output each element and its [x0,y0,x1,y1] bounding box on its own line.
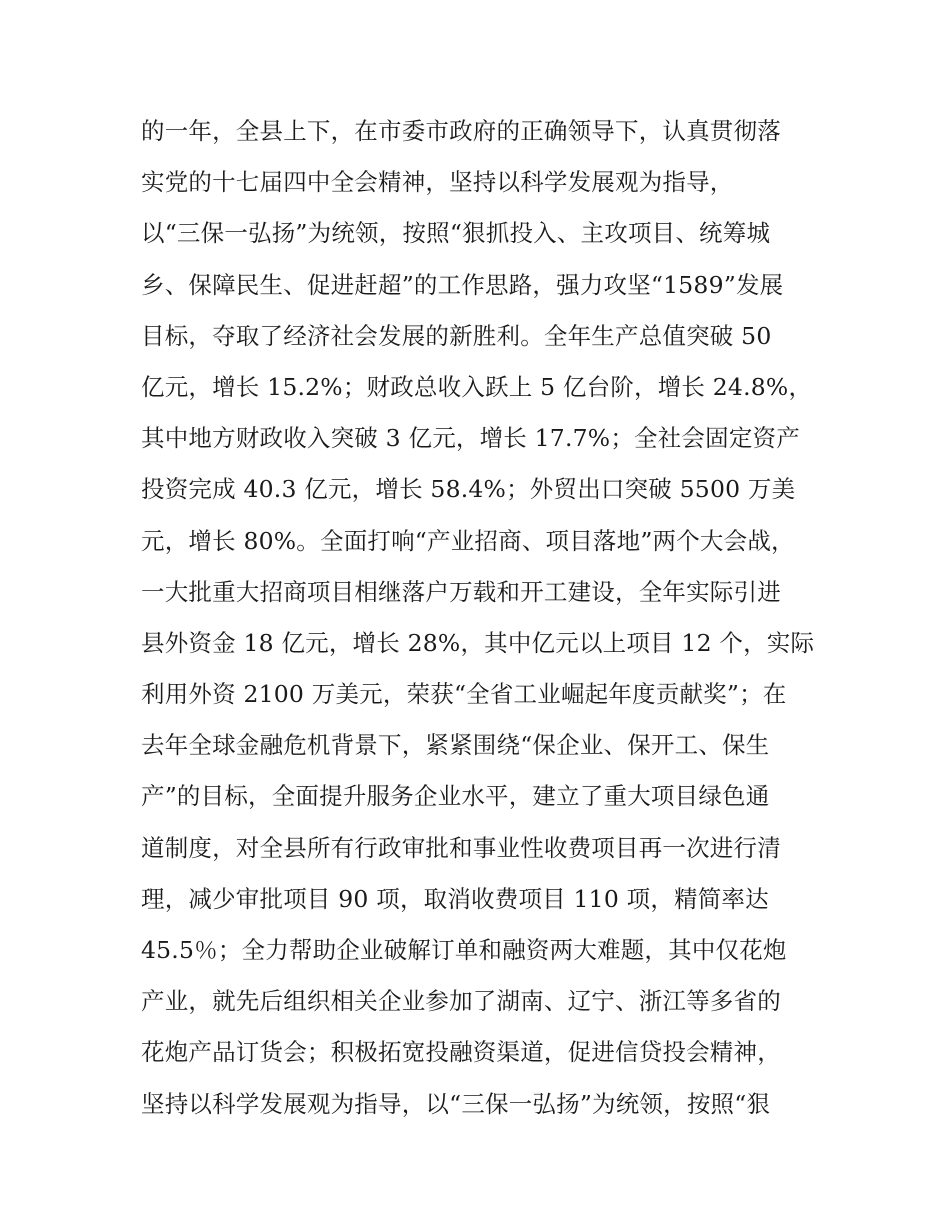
text-line-12: 利用外资 2100 万美元，荣获“全省工业崛起年度贡献奖”；在 [141,680,787,709]
text-line-15: 道制度，对全县所有行政审批和事业性收费项目再一次进行清 [141,833,781,862]
text-line-6: 亿元，增长 15.2%；财政总收入跃上 5 亿台阶，增长 24.8%， [141,372,813,401]
text-line-1: 的一年，全县上下，在市委市政府的正确领导下，认真贯彻落 [141,117,781,145]
text-line-18: 产业，就先后组织相关企业参加了湖南、辽宁、浙江等多省的 [141,987,781,1016]
text-line-10: 一大批重大招商项目相继落户万载和开工建设，全年实际引进 [141,577,781,606]
text-line-9: 元，增长 80%。全面打响“产业招商、项目落地”两个大会战， [141,526,795,555]
text-line-5: 目标，夺取了经济社会发展的新胜利。全年生产总值突破 50 [141,321,772,350]
text-line-8: 投资完成 40.3 亿元，增长 58.4%；外贸出口突破 5500 万美 [141,475,796,504]
text-line-14: 产”的目标，全面提升服务企业水平，建立了重大项目绿色通 [141,782,770,811]
text-line-11: 县外资金 18 亿元，增长 28%，其中亿元以上项目 12 个，实际 [141,628,815,657]
text-line-16: 理，减少审批项目 90 项，取消收费项目 110 项，精简率达 [141,884,769,913]
text-line-17: 45.5％；全力帮助企业破解订单和融资两大难题，其中仅花炮 [141,936,787,964]
body-text [141,106,821,1130]
text-line-4: 乡、保障民生、促进赶超”的工作思路，强力攻坚“1589”发展 [141,270,784,299]
text-line-7: 其中地方财政收入突破 3 亿元，增长 17.7%；全社会固定资产 [141,424,800,453]
text-line-2: 实党的十七届四中全会精神，坚持以科学发展观为指导， [141,168,734,197]
text-line-20: 坚持以科学发展观为指导，以“三保一弘扬”为统领，按照“狠 [141,1089,771,1118]
text-line-13: 去年全球金融危机背景下，紧紧围绕“保企业、保开工、保生 [141,731,770,760]
text-line-3: 以“三保一弘扬”为统领，按照“狠抓投入、主攻项目、统筹城 [141,219,771,248]
text-line-19: 花炮产品订货会；积极拓宽投融资渠道，促进信贷投会精神， [141,1038,781,1067]
